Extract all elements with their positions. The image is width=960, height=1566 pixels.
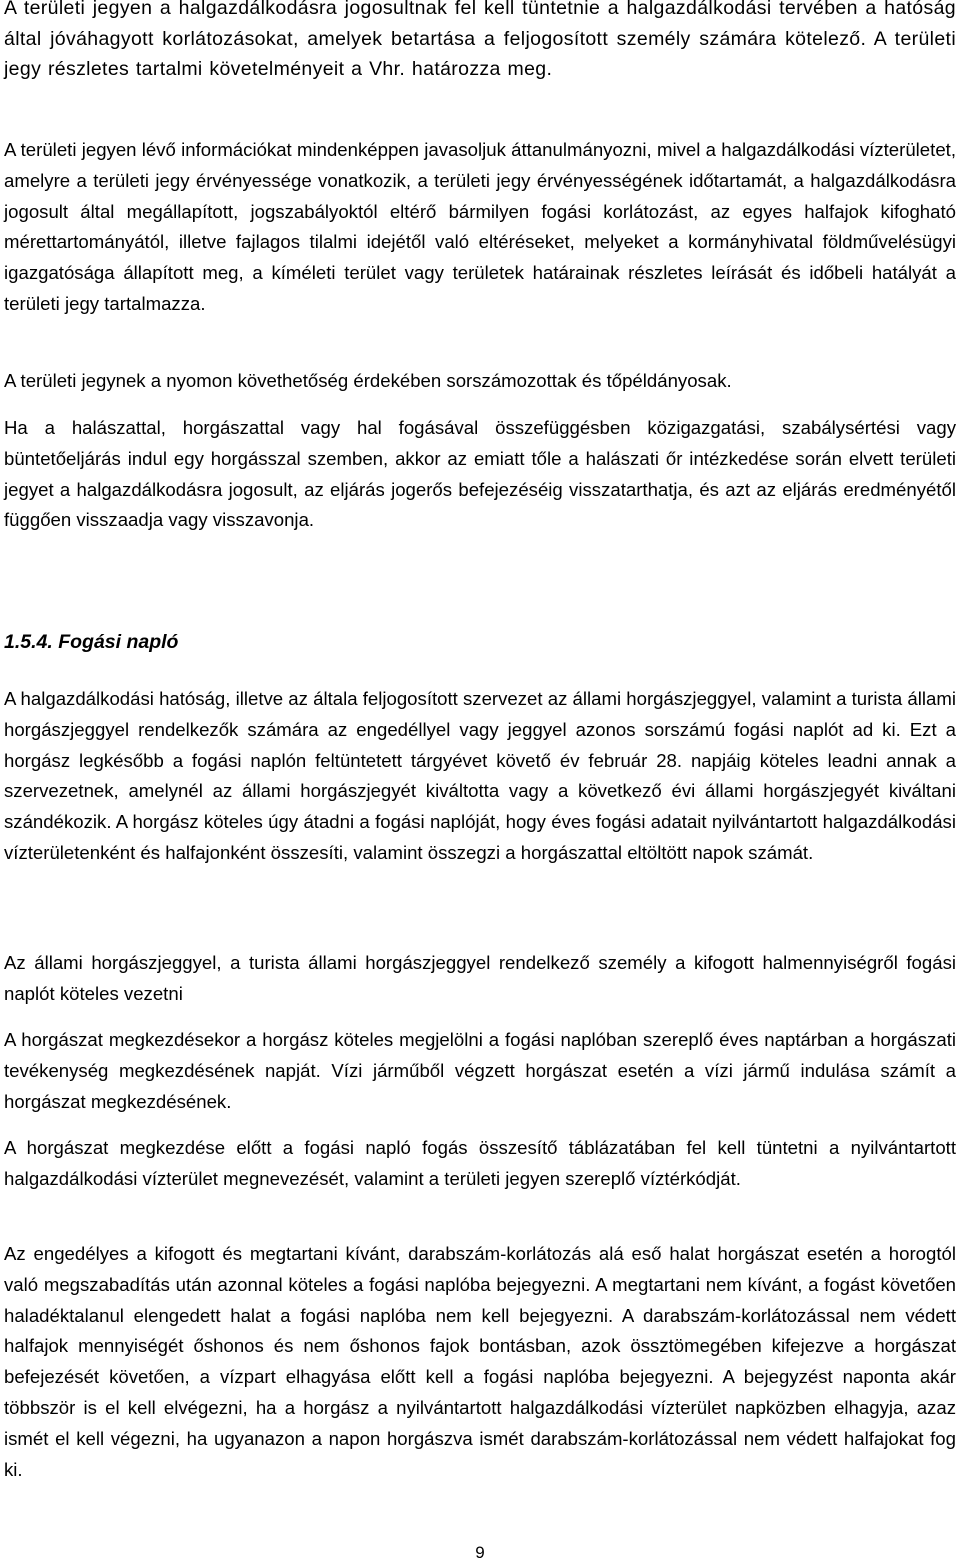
paragraph-ticket-withholding: Ha a halászattal, horgászattal vagy hal fogásával összefüggésben közigazgatási, szabálysértési vagy büntetőeljárás indul egy horgásszal szemben, akkor az emiatt tőle a halászati őr intézkedése során elvett területi jegyet a halgazdálkodásra jogosult, az eljárás jogerős befejezéséig visszatarthatja, és azt az eljárás eredményétől függően visszaadja vagy visszavonja.: [4, 417, 956, 531]
section-heading: 1.5.4. Fogási napló: [4, 631, 179, 653]
paragraph-catch-log-obligation: Az állami horgászjeggyel, a turista állami horgászjeggyel rendelkező személy a kifogott halmennyiségről fogási naplót köteles vezetni: [4, 952, 956, 1004]
paragraph-territorial-ticket-restrictions: A területi jegyen a halgazdálkodásra jogosultnak fel kell tüntetnie a halgazdálkodási tervében a hatóság által jóváhagyott korlátozásokat, amelyek betartása a feljogosított személy számára kötelező. A területi jegy részletes tartalmi követelményeit a Vhr. határozza meg.: [4, 0, 956, 80]
paragraph-summary-table: A horgászat megkezdése előtt a fogási napló fogás összesítő táblázatában fel kell tüntetni a nyilvántartott halgazdálkodási vízterület megnevezését, valamint a területi jegyen szereplő víztérkódját.: [4, 1137, 956, 1189]
paragraph-fishing-start: A horgászat megkezdésekor a horgász köteles megjelölni a fogási naplóban szereplő éves naptárban a horgászati tevékenység megkezdésének napját. Vízi járműből végzett horgászat esetén a vízi jármű indulása számít a horgászat megkezdésének.: [4, 1029, 956, 1112]
paragraph-territorial-ticket-info: A területi jegyen lévő információkat mindenképpen javasoljuk áttanulmányozni, mivel a halgazdálkodási vízterületet, amelyre a területi jegy érvényessége vonatkozik, a területi jegy érvényességének időtartamát, a halgazdálkodásra jogosult által megállapított, jogszabályoktól eltérő bármilyen fogási korlátozást, az egyes halfajok kifogható mérettartományától, illetve fajlagos tilalmi idejétől való eltéréseket, melyeket a kormányhivatal földművelésügyi igazgatósága állapított meg, a kíméleti terület vagy területek határainak részletes leírását és időbeli hatályát a területi jegy tartalmazza.: [4, 139, 956, 314]
paragraph-ticket-numbering: A területi jegynek a nyomon követhetőség érdekében sorszámozottak és tőpéldányosak.: [4, 370, 732, 391]
paragraph-catch-recording: Az engedélyes a kifogott és megtartani kívánt, darabszám-korlátozás alá eső halat horgászat esetén a horogtól való megszabadítás után azonnal köteles a fogási naplóba bejegyezni. A megtartani nem kívánt, a fogást követően haladéktalanul elengedett halat a fogási naplóba nem kell bejegyezni. A darabszám-korlátozással nem védett halfajok mennyiségét őshonos és nem őshonos fajok bontásban, azok össztömegében kifejezve a horgászat befejezését követően, a vízpart elhagyása előtt kell a fogási naplóba bejegyezni. A bejegyzést naponta akár többször is el kell elvégezni, ha a horgász a nyilvántartott halgazdálkodási vízterület napközben elhagyja, azaz ismét el kell végezni, ha ugyanazon a napon horgászva ismét darabszám-korlátozással nem védett halfajokat fog ki.: [4, 1243, 956, 1480]
page-number: 9: [475, 1543, 485, 1562]
paragraph-catch-log-issuance: A halgazdálkodási hatóság, illetve az általa feljogosított szervezet az állami horgászjeggyel, valamint a turista állami horgászjeggyel rendelkezők számára az engedéllyel vagy jeggyel azonos sorszámú fogási naplót ad ki. Ezt a horgász legkésőbb a fogási naplón feltüntetett tárgyévet követő év február 28. napjáig köteles leadni annak a szervezetnek, amelynél az állami horgászjegyét kiváltotta vagy a következő évi állami horgászjegyét kiváltani szándékozik. A horgász köteles úgy átadni a fogási naplóját, hogy éves fogási adatait nyilvántartott halgazdálkodási vízterületenként és halfajonként összesíti, valamint összegzi a horgászattal eltöltött napok számát.: [4, 688, 956, 863]
